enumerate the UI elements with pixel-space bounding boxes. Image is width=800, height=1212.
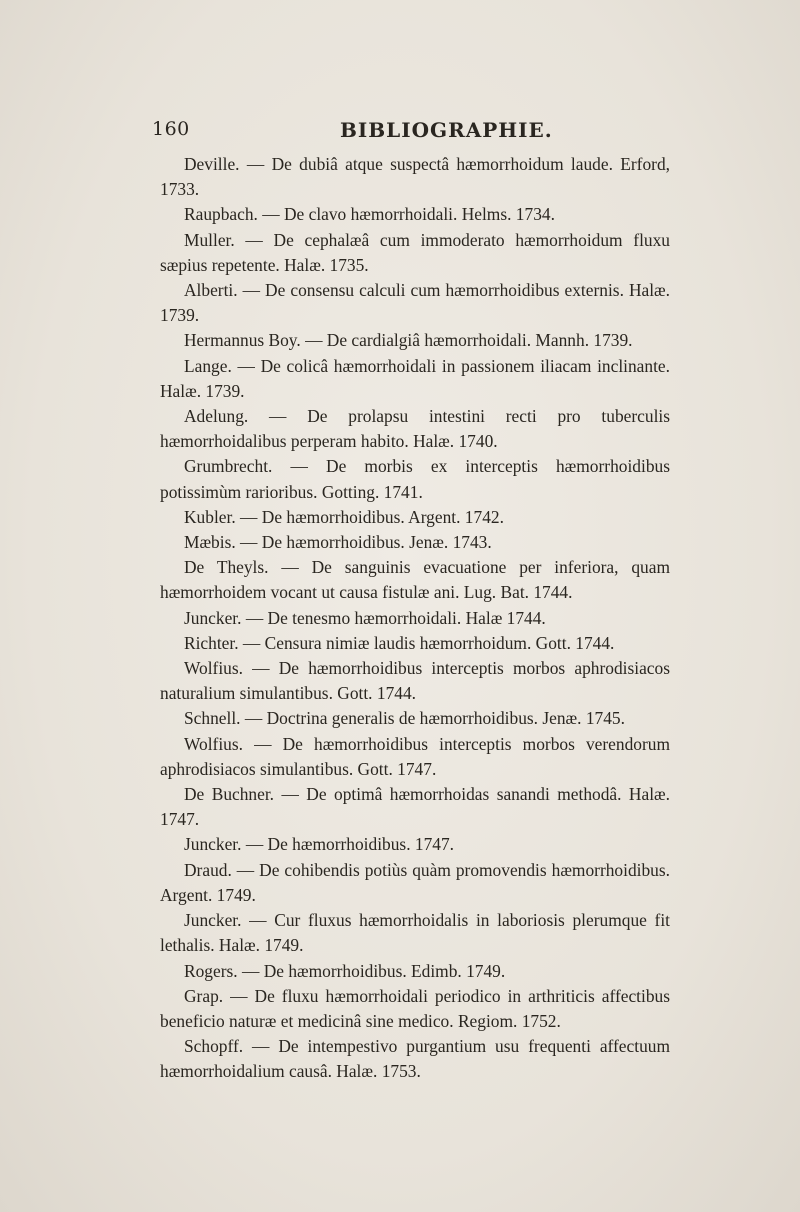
bibliography-entry: Raupbach. — De clavo hæmorrhoidali. Helms. 1734.: [184, 204, 555, 225]
bibliography-entry: Mæbis. — De hæmorrhoidibus. Jenæ. 1743.: [184, 532, 492, 553]
bibliography-entry: Muller. — De cephalæâ cum immoderato hæmorrhoidum fluxu sæpius repetente. Halæ. 1735.: [160, 229, 670, 275]
bibliography-entry: Hermannus Boy. — De cardialgiâ hæmorrhoidali. Mannh. 1739.: [184, 330, 633, 351]
bibliography-entry: Wolfius. — De hæmorrhoidibus interceptis morbos verendorum aphrodisiacos simulantibus. Gott. 1747.: [160, 733, 670, 779]
bibliography-entry: Adelung. — De prolapsu intestini recti pro tuberculis hæmorrhoidalibus perperam habito. Halæ. 1740.: [160, 406, 670, 452]
bibliography-entry: Juncker. — De tenesmo hæmorrhoidali. Halæ 1744.: [184, 607, 546, 628]
bibliography-entry: Draud. — De cohibendis potiùs quàm promovendis hæmorrhoidibus. Argent. 1749.: [160, 859, 670, 905]
bibliography-entry: Lange. — De colicâ hæmorrhoidali in passionem iliacam inclinante. Halæ. 1739.: [160, 355, 670, 401]
bibliography-entry: Kubler. — De hæmorrhoidibus. Argent. 1742.: [184, 506, 504, 527]
page-number: 160: [152, 118, 190, 140]
bibliography-entry: Rogers. — De hæmorrhoidibus. Edimb. 1749.: [184, 960, 506, 981]
bibliography-entry: Schnell. — Doctrina generalis de hæmorrhoidibus. Jenæ. 1745.: [184, 708, 625, 729]
bibliography-entry: Grap. — De fluxu hæmorrhoidali periodico in arthriticis affectibus beneficio naturæ et medicinâ sine medico. Regiom. 1752.: [160, 985, 670, 1031]
bibliography-list: [160, 152, 670, 1085]
bibliography-entry: Juncker. — De hæmorrhoidibus. 1747.: [184, 834, 455, 855]
bibliography-entry: Grumbrecht. — De morbis ex interceptis hæmorrhoidibus potissimùm rarioribus. Gotting. 1741.: [160, 456, 670, 502]
bibliography-entry: Juncker. — Cur fluxus hæmorrhoidalis in laboriosis plerumque fit lethalis. Halæ. 1749.: [160, 910, 670, 956]
bibliography-entry: Wolfius. — De hæmorrhoidibus interceptis morbos aphrodisiacos naturalium simulantibus. Gott. 1744.: [160, 658, 670, 704]
bibliography-entry: De Theyls. — De sanguinis evacuatione per inferiora, quam hæmorrhoidem vocant ut causa fistulæ ani. Lug. Bat. 1744.: [160, 557, 670, 603]
bibliography-entry: Alberti. — De consensu calculi cum hæmorrhoidibus externis. Halæ. 1739.: [160, 280, 670, 326]
bibliography-entry: De Buchner. — De optimâ hæmorrhoidas sanandi methodâ. Halæ. 1747.: [160, 784, 670, 830]
bibliography-entry: Schopff. — De intempestivo purgantium usu frequenti affectuum hæmorrhoidalium causâ. Halæ. 1753.: [160, 1036, 670, 1082]
running-title: BIBLIOGRAPHIE.: [340, 118, 553, 142]
bibliography-entry: Richter. — Censura nimiæ laudis hæmorrhoidum. Gott. 1744.: [184, 632, 615, 653]
page-header: [152, 118, 692, 148]
bibliography-entry: Deville. — De dubiâ atque suspectâ hæmorrhoidum laude. Erford, 1733.: [160, 154, 670, 200]
